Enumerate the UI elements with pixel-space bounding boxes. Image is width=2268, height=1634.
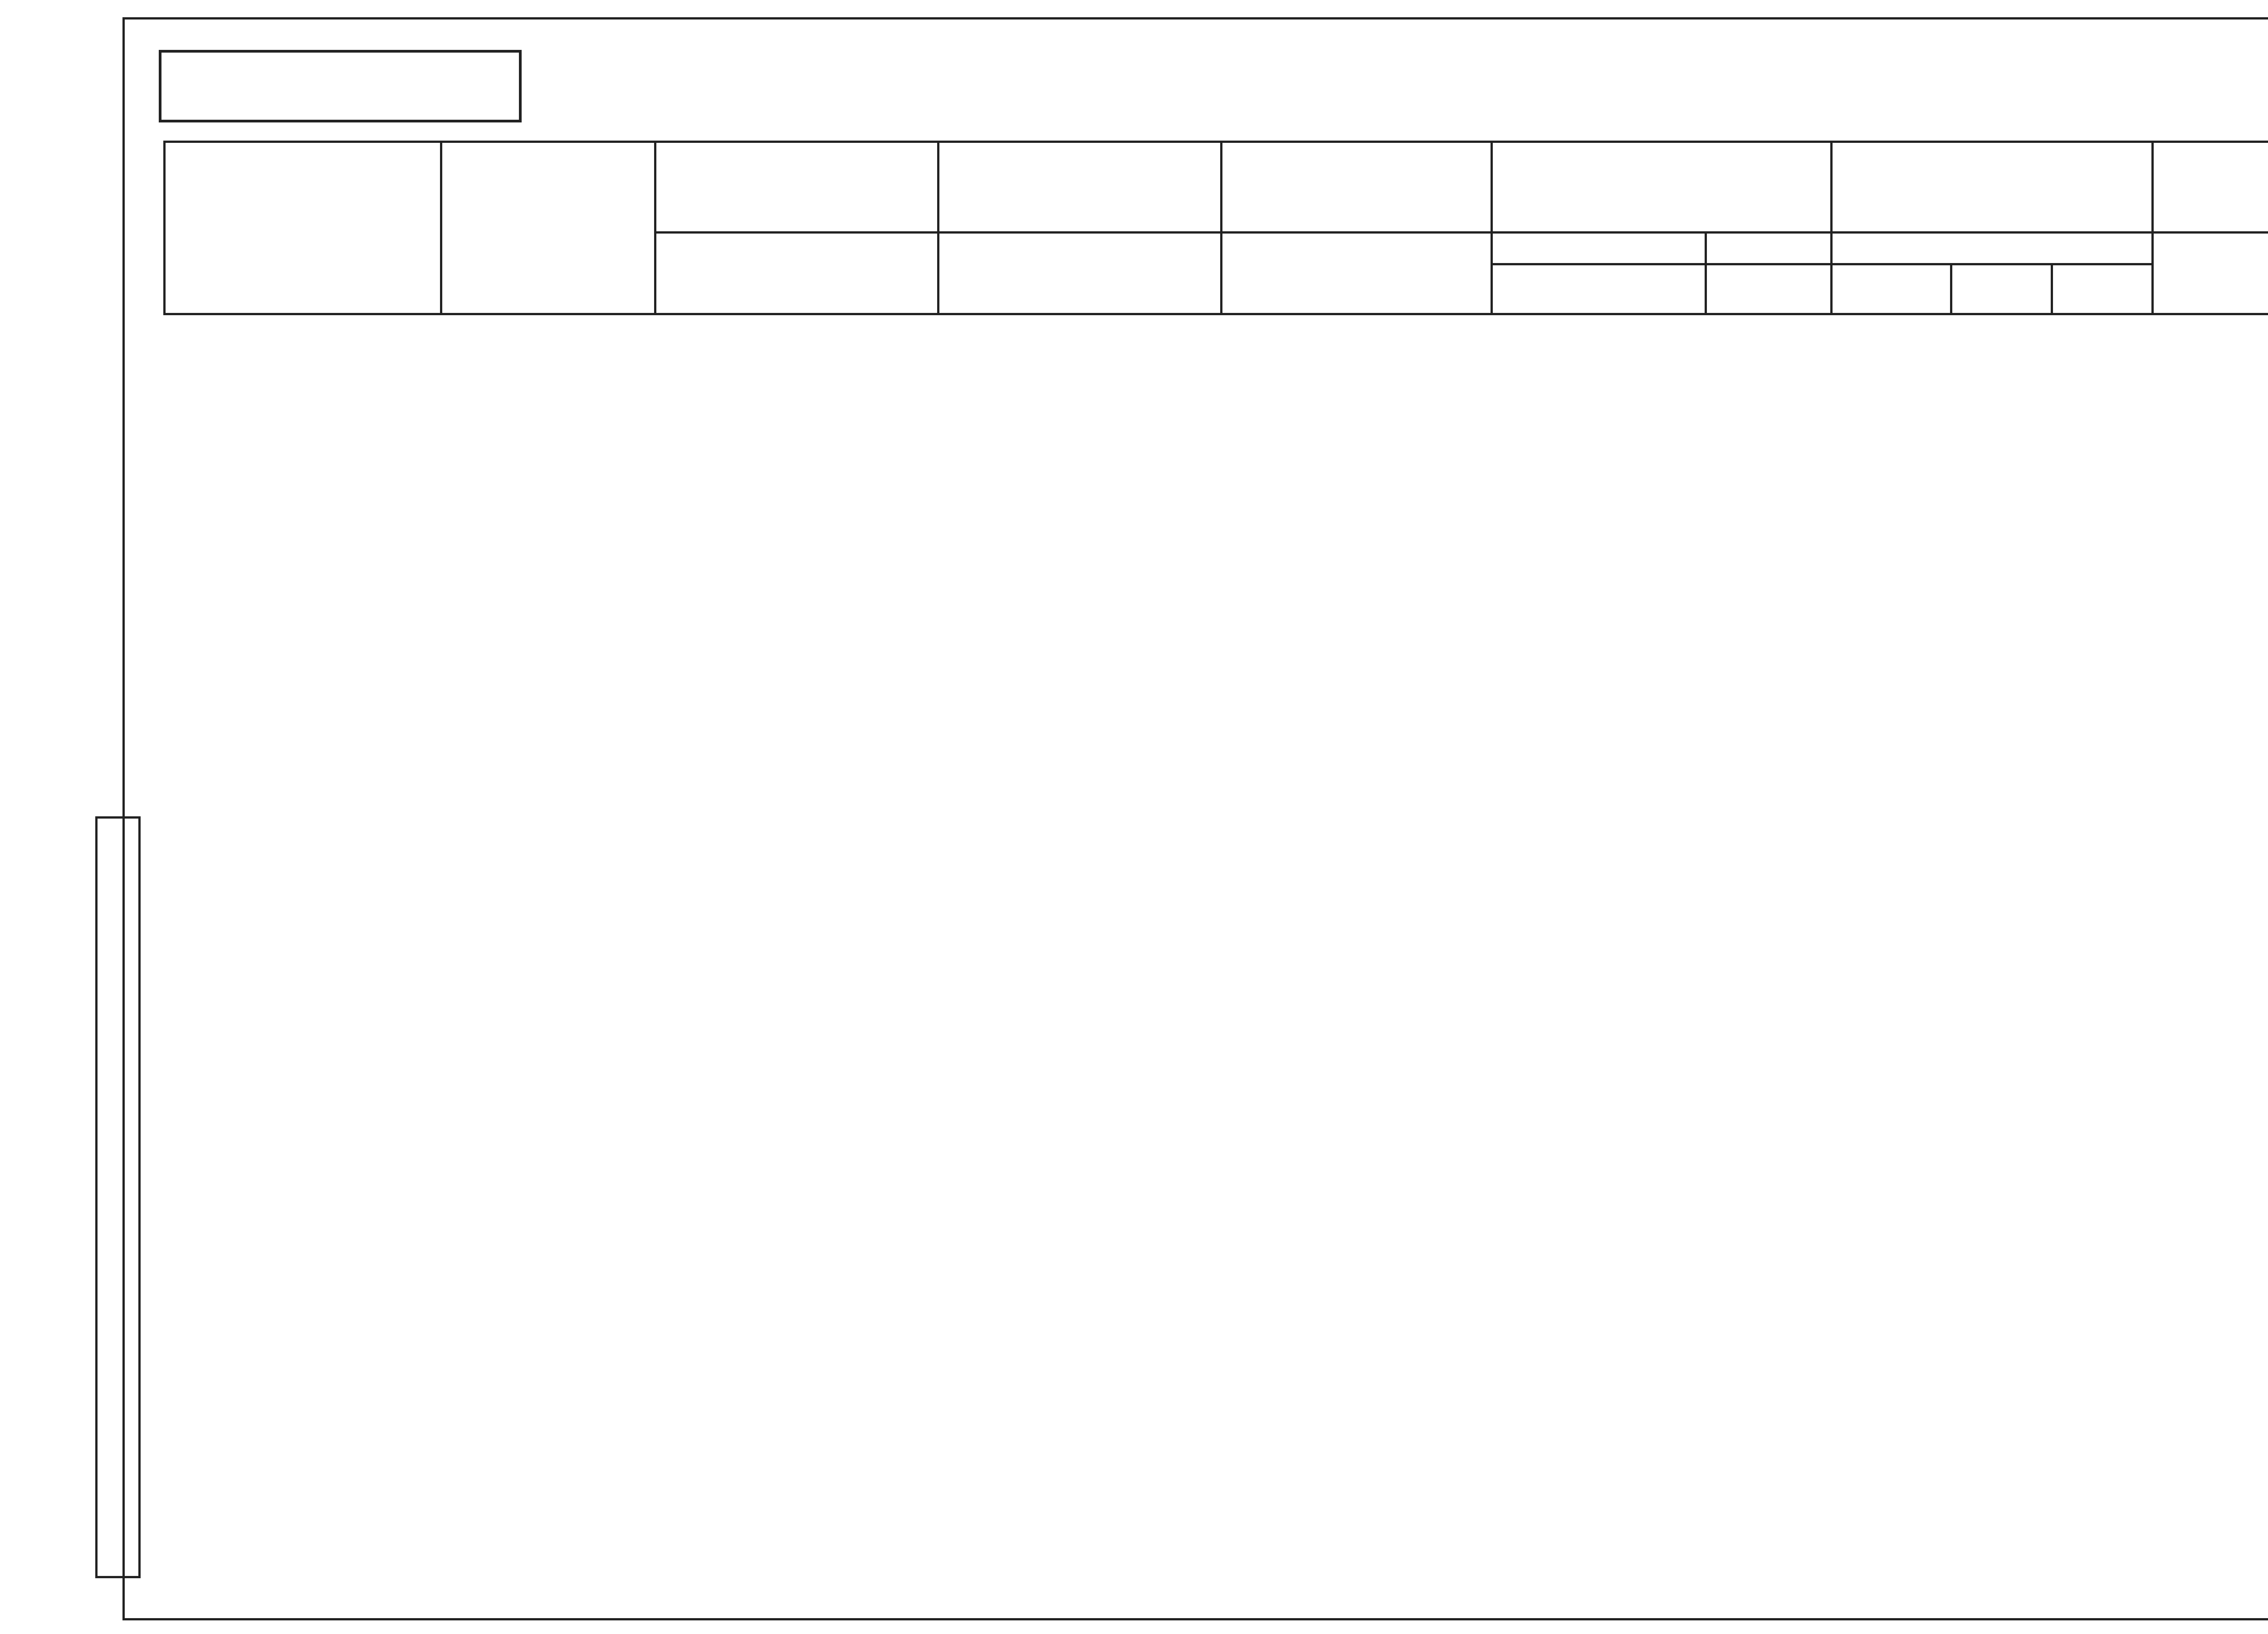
header-pos3 [1222,142,1492,233]
header-pos9-tol [1951,264,2052,314]
header-b2 [1492,264,1706,314]
header-pos10 [2152,142,2268,233]
header-pos2 [938,142,1221,233]
header-pos1 [655,142,938,233]
document-stamp [159,50,522,122]
spec-table [163,141,2268,1338]
header-pos8-kol [1706,233,1831,264]
header-pos9-l [1832,264,1951,314]
header-pos8-size [1492,233,1706,264]
header-nominal-bore [441,142,655,314]
header-pos9 [1832,142,2152,233]
side-stamp-strip [95,816,141,1578]
header-pos8 [1492,142,1832,233]
header-pos8-mass [1706,264,1831,314]
header-designation [165,142,441,314]
header-pos9-size [1832,233,2152,264]
header-pos9-mass [2052,264,2152,314]
